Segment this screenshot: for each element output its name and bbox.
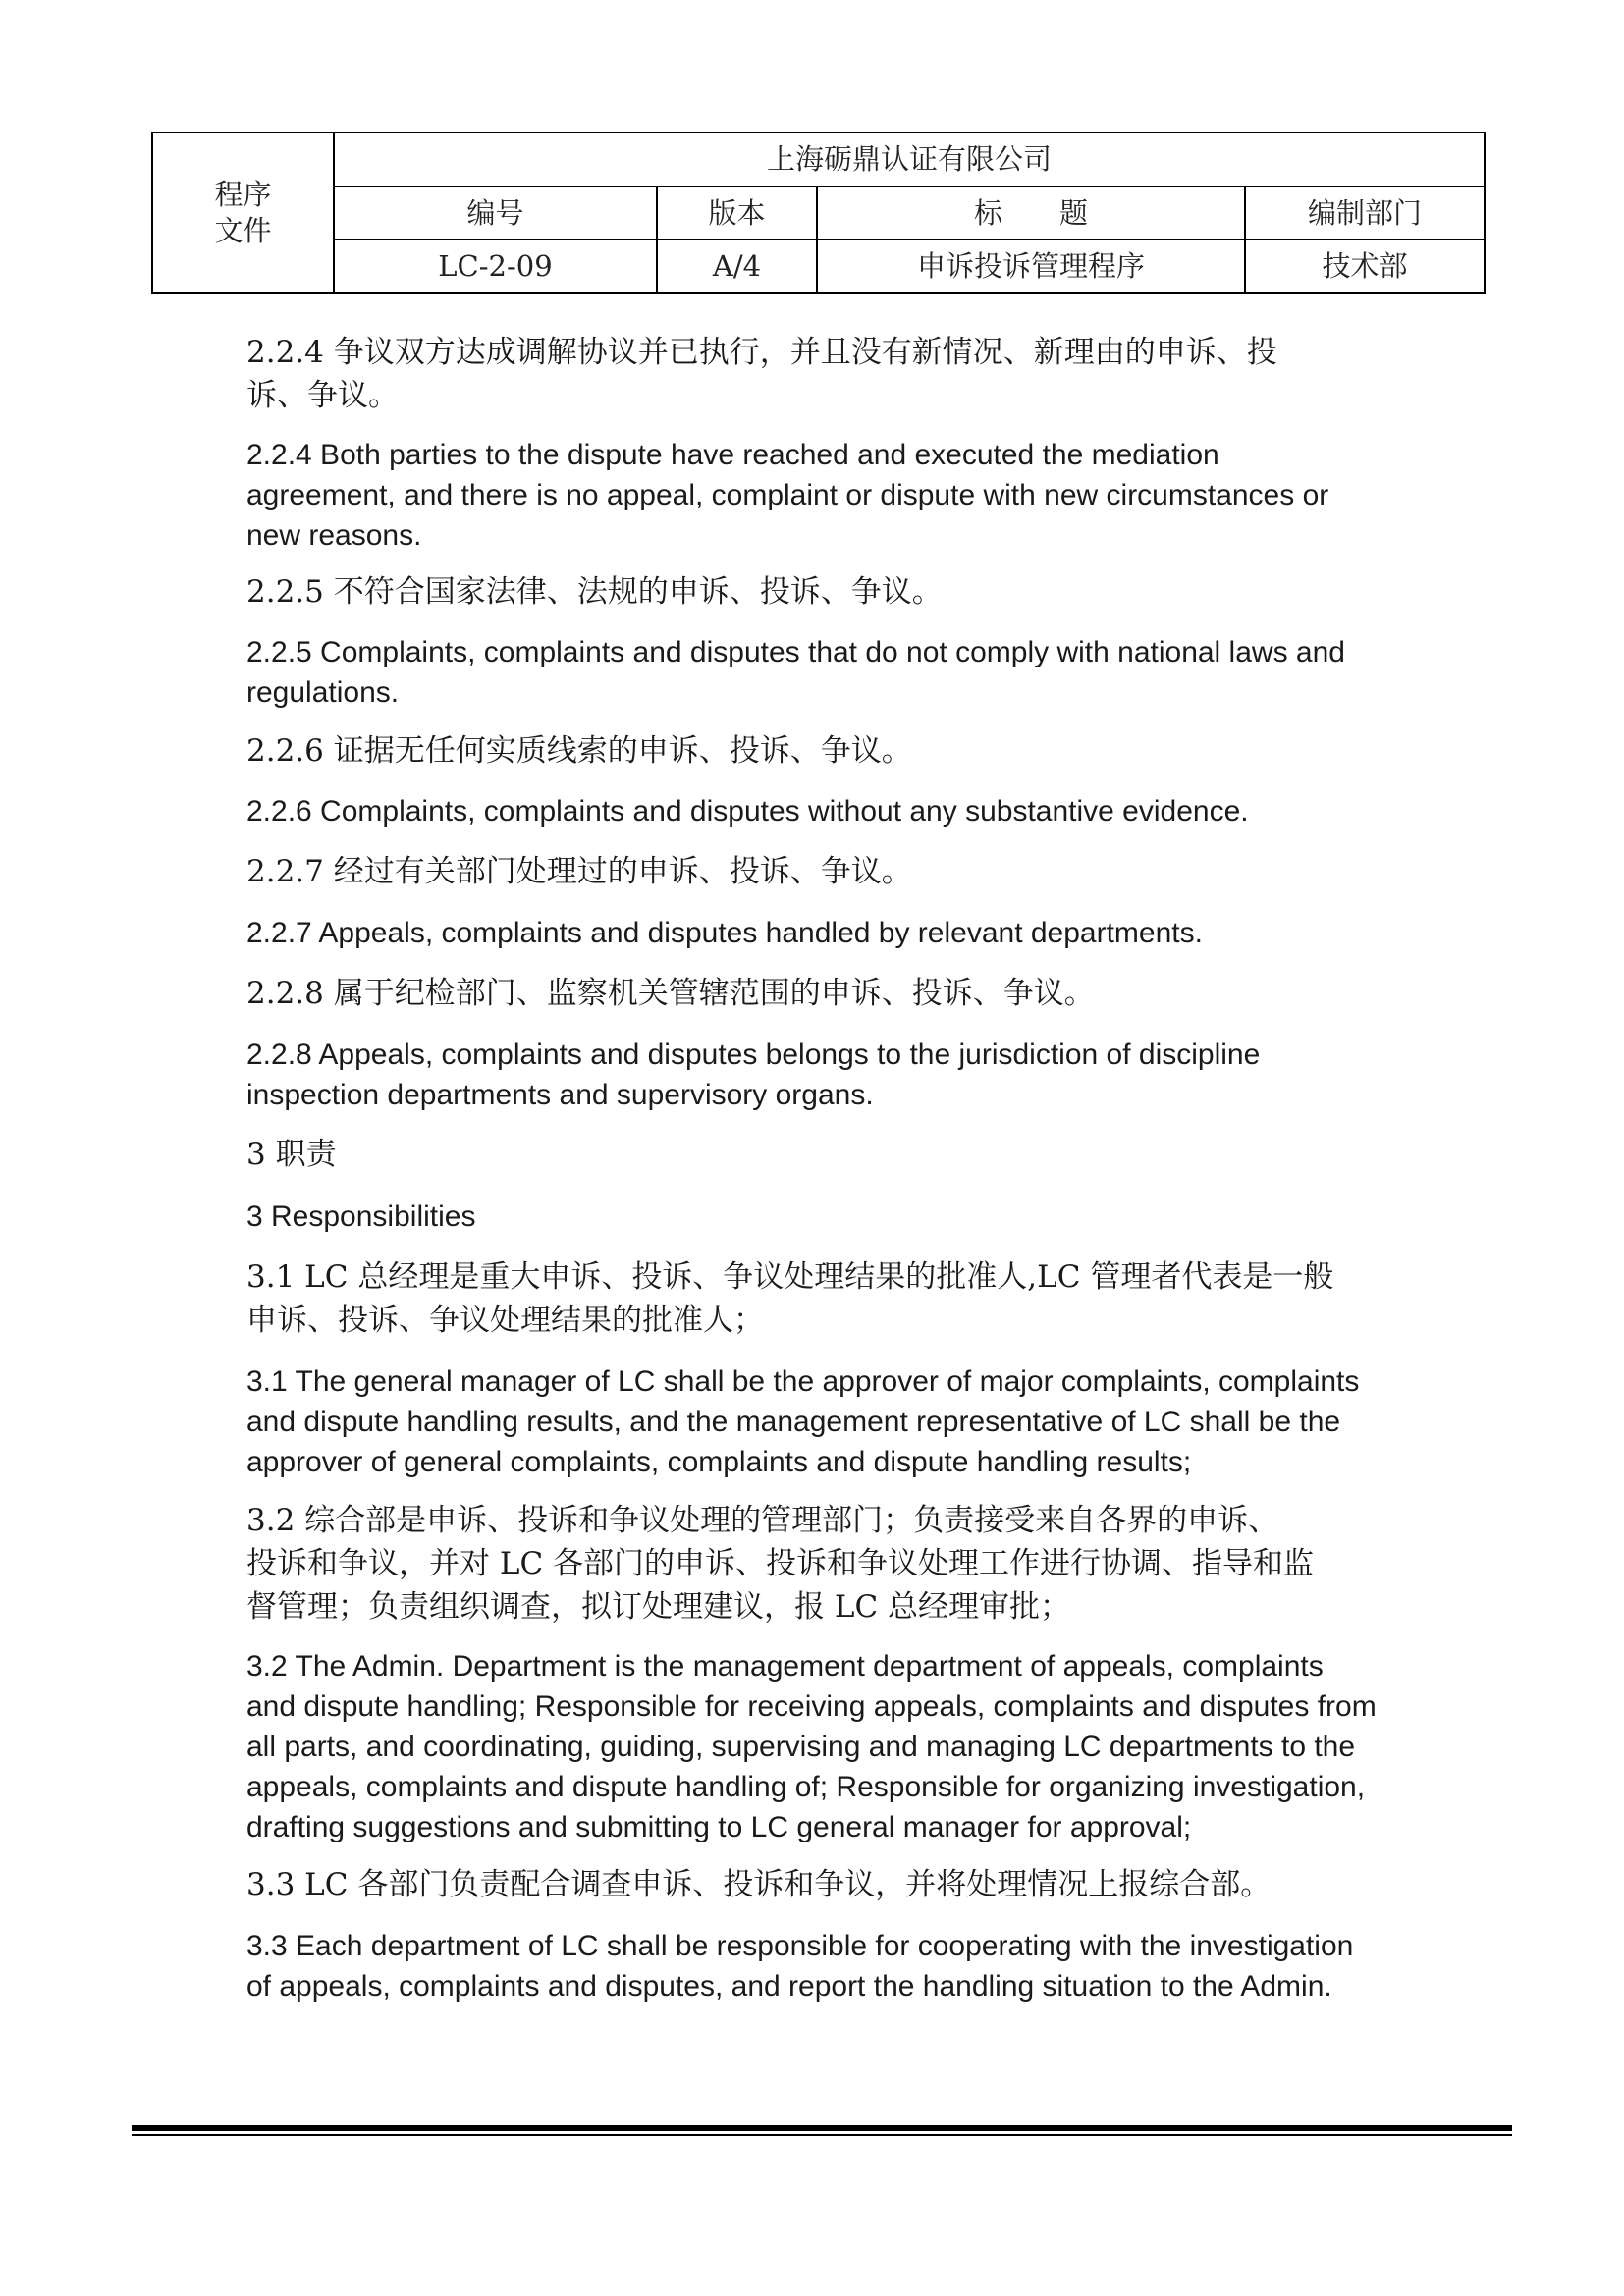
paragraph-2-2-7-en: 2.2.7 Appeals, complaints and disputes handled by relevant departments.	[246, 917, 1203, 949]
header-col-department-label: 编制部门	[1308, 195, 1423, 230]
paragraph-2-2-6-en: 2.2.6 Complaints, complaints and disputes without any substantive evidence.	[246, 795, 1249, 828]
company-name-cell	[334, 133, 1485, 187]
header-value-title	[817, 240, 1245, 293]
paragraph-2-2-5-zh: 2.2.5 不符合国家法律、法规的申诉、投诉、争议。	[246, 574, 943, 610]
document-title: 申诉投诉管理程序	[916, 248, 1145, 283]
paragraph-3-3-en: 3.3 Each department of LC shall be responsible for cooperating with the investigation of appeals, complaints and disputes, and report the handling situation to the Admin.	[246, 1930, 1354, 2002]
document-type-cell	[152, 133, 334, 293]
section-3-heading-en: 3 Responsibilities	[246, 1201, 476, 1233]
document-department: 技术部	[1322, 248, 1408, 283]
paragraph-3-3-zh: 3.3 LC 各部门负责配合调查申诉、投诉和争议，并将处理情况上报综合部。	[246, 1867, 1272, 1902]
header-col-title-label: 标 题	[973, 195, 1088, 230]
paragraph-3-2-zh: 3.2 综合部是申诉、投诉和争议处理的管理部门；负责接受来自各界的申诉、 投诉和争议，并对 LC 各部门的申诉、投诉和争议处理工作进行协调、指导和监 督管理；负责组织调查，拟订处理建议，报 LC 总经理审批；	[246, 1503, 1315, 1625]
paragraph-3-1-zh: 3.1 LC 总经理是重大申诉、投诉、争议处理结果的批准人,LC 管理者代表是一般 申诉、投诉、争议处理结果的批准人；	[246, 1259, 1334, 1338]
paragraph-2-2-4-en: 2.2.4 Both parties to the dispute have reached and executed the mediation agreement, and there is no appeal, complaint or dispute with new circumstances or new reasons.	[246, 439, 1329, 552]
header-col-version-label: 版本	[708, 195, 766, 230]
document-version: A/4	[712, 248, 762, 283]
footer-double-rule	[132, 2125, 1512, 2137]
paragraph-2-2-7-zh: 2.2.7 经过有关部门处理过的申诉、投诉、争议。	[246, 854, 912, 889]
document-number: LC-2-09	[438, 248, 553, 283]
header-col-number	[334, 187, 657, 240]
paragraph-2-2-5-en: 2.2.5 Complaints, complaints and disputes that do not comply with national laws and regulations.	[246, 636, 1345, 709]
header-col-version	[657, 187, 817, 240]
paragraph-2-2-8-zh: 2.2.8 属于纪检部门、监察机关管辖范围的申诉、投诉、争议。	[246, 976, 1095, 1011]
header-value-version	[657, 240, 817, 293]
paragraph-2-2-8-en: 2.2.8 Appeals, complaints and disputes belongs to the jurisdiction of discipline inspection departments and supervisory organs.	[246, 1039, 1261, 1111]
header-col-number-label: 编号	[466, 195, 524, 230]
footer-rule-thick	[132, 2125, 1512, 2131]
paragraph-2-2-6-zh: 2.2.6 证据无任何实质线索的申诉、投诉、争议。	[246, 733, 912, 769]
paragraph-3-2-en: 3.2 The Admin. Department is the management department of appeals, complaints and dispute handling; Responsible for receiving appeals, complaints and disputes from all parts, and coordinating, guiding, supervising and managing LC departments to the appeals, complaints and dispute handling of; Responsible for organizing investigation, drafting suggestions and submitting to LC general manager for approval;	[246, 1650, 1377, 1843]
paragraph-2-2-4-zh: 2.2.4 争议双方达成调解协议并已执行，并且没有新情况、新理由的申诉、投 诉、争议。	[246, 335, 1277, 413]
document-body	[246, 331, 1395, 2006]
header-value-number	[334, 240, 657, 293]
document-type-label: 程序 文件	[214, 178, 272, 247]
footer-rule-thin	[132, 2134, 1512, 2136]
company-name: 上海砺鼎认证有限公司	[767, 142, 1053, 177]
document-header-table	[151, 132, 1486, 294]
header-col-department	[1245, 187, 1485, 240]
header-col-title	[817, 187, 1245, 240]
header-value-department	[1245, 240, 1485, 293]
paragraph-3-1-en: 3.1 The general manager of LC shall be the approver of major complaints, complaints and dispute handling results, and the management representative of LC shall be the approver of general complaints, complaints and dispute handling results;	[246, 1365, 1360, 1478]
section-3-heading-zh: 3 职责	[246, 1137, 337, 1172]
